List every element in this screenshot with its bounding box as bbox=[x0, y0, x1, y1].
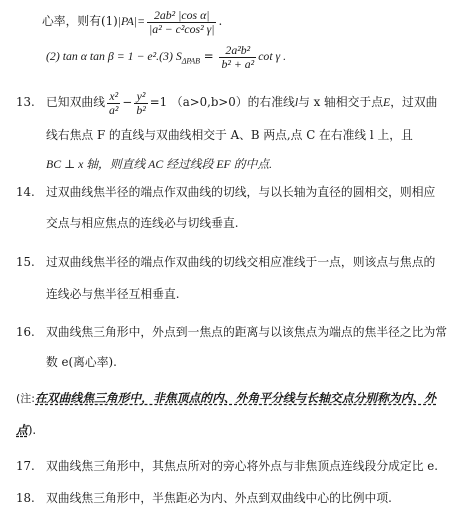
frac-y-den: b² bbox=[136, 102, 146, 117]
item-13-var-e: E bbox=[383, 95, 391, 109]
formula-line-2 bbox=[46, 40, 286, 72]
formula-2-end: cot γ . bbox=[258, 49, 287, 63]
formula-1-end: . bbox=[218, 14, 223, 28]
item-16-line-2: 数 e(离心率). bbox=[46, 355, 117, 369]
item-14-number: 14. bbox=[16, 185, 35, 199]
item-13-number: 13. bbox=[16, 95, 35, 109]
frac-x-num: x² bbox=[109, 88, 119, 103]
note-text-2: 点 bbox=[16, 423, 28, 437]
item-13-text-d: ，过双曲 bbox=[390, 95, 438, 109]
item-13-text-c: 与 x 轴相交于点 bbox=[298, 95, 384, 109]
formula-2-eq: = bbox=[200, 49, 218, 63]
item-13-line-2: 线右焦点 F 的直线与双曲线相交于 A、B 两点,点 C 在右准线 l 上，且 bbox=[46, 128, 413, 142]
note-open: (注: bbox=[16, 392, 35, 405]
item-17-line-1: 双曲线焦三角形中，其焦点所对的旁心将外点与非焦顶点连线段分成定比 e. bbox=[46, 459, 438, 473]
item-15-number: 15. bbox=[16, 255, 35, 269]
frac-y-num: y² bbox=[136, 88, 146, 103]
item-13-frac-x bbox=[107, 90, 120, 117]
item-13-text-a: 已知双曲线 bbox=[46, 95, 105, 109]
formula-2-denominator: b² + a² bbox=[221, 56, 255, 71]
item-17-number: 17. bbox=[16, 459, 35, 473]
item-16-line-1: 双曲线焦三角形中，外点到一焦点的距离与以该焦点为端点的焦半径之比为常 bbox=[46, 325, 448, 339]
item-13-minus: − bbox=[122, 95, 133, 109]
formula-1-denominator: |a² − c²cos² γ| bbox=[149, 21, 215, 36]
item-13-text-b: =1 （a>0,b>0）的右准线 bbox=[149, 95, 295, 109]
item-14-line-1: 过双曲线焦半径的端点作双曲线的切线，与以长轴为直径的圆相交，则相应 bbox=[46, 185, 436, 199]
note-text-1: 在双曲线焦三角形中，非焦顶点的内、外角平分线与长轴交点分别称为内、外 bbox=[35, 391, 437, 405]
item-13-frac-y bbox=[134, 90, 147, 117]
frac-x-den: a² bbox=[109, 102, 119, 117]
formula-2-numerator: 2a²b² bbox=[225, 42, 251, 57]
formula-line-1 bbox=[42, 6, 222, 36]
item-15-line-1: 过双曲线焦半径的端点作双曲线的切线交相应准线于一点，则该点与焦点的 bbox=[46, 255, 436, 269]
item-18-line-1: 双曲线焦三角形中，半焦距必为内、外点到双曲线中心的比例中项. bbox=[46, 491, 392, 505]
item-13-line-3: BC ⊥ x 轴，则直线 AC 经过线段 EF 的中点. bbox=[46, 157, 273, 171]
formula-2-part-a: (2) tan α tan β = 1 − e² bbox=[46, 49, 157, 63]
item-13-line-1 bbox=[46, 86, 437, 118]
formula-2-sub: ΔPAB bbox=[181, 56, 201, 66]
formula-1-fraction bbox=[147, 9, 216, 36]
formula-1-numerator: 2ab² |cos α| bbox=[153, 7, 210, 22]
formula-2-fraction bbox=[219, 44, 256, 71]
formula-2-part-b: .(3) S bbox=[156, 49, 182, 63]
item-14-line-2: 交点与相应焦点的连线必与切线垂直. bbox=[46, 216, 239, 230]
note-line-2 bbox=[16, 423, 36, 437]
formula-1-lhs: |PA|= bbox=[117, 14, 146, 28]
item-18-number: 18. bbox=[16, 491, 35, 505]
formula-1-prefix: 心率，则有(1) bbox=[42, 14, 118, 28]
note-close: ). bbox=[27, 423, 37, 437]
item-13-var-l: l bbox=[294, 95, 299, 109]
note-line-1 bbox=[16, 391, 436, 406]
item-16-number: 16. bbox=[16, 325, 35, 339]
item-15-line-2: 连线必与焦半径互相垂直. bbox=[46, 287, 180, 301]
